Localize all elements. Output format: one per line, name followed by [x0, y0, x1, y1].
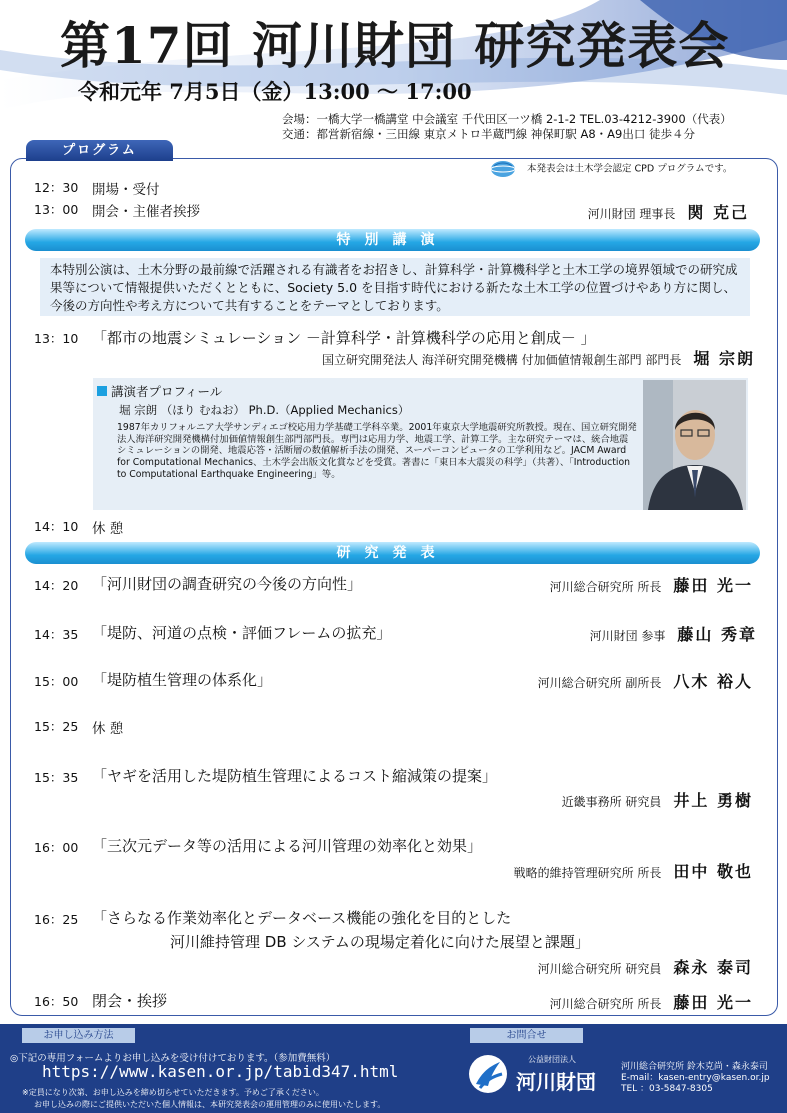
session-title: 「ヤギを活用した堤防植生管理によるコスト縮減策の提案」 [92, 767, 498, 785]
time: 16：25 [34, 912, 79, 927]
program-tab: プログラム [26, 140, 173, 161]
cpd-text: 本発表会は土木学会認定 CPD プログラムです。 [527, 163, 733, 175]
logo-text: 河川財団 [516, 1070, 596, 1094]
apply-url-link[interactable]: https://www.kasen.or.jp/tabid347.html [42, 1062, 399, 1081]
session-title: 「堤防、河道の点検・評価フレームの拡充」 [92, 624, 392, 642]
speaker-org: 河川財団 参事 [589, 629, 666, 643]
time: 14：10 [34, 519, 79, 534]
session-title: 「三次元データ等の活用による河川管理の効率化と効果」 [92, 837, 483, 855]
schedule-row [0, 573, 787, 597]
speaker-org: 近畿事務所 研究員 [561, 795, 662, 809]
footer [0, 1024, 787, 1113]
time: 16：00 [34, 840, 79, 855]
contact-email: E-mail：kasen-entry@kasen.or.jp [621, 1073, 770, 1083]
venue-info [282, 112, 732, 142]
speaker-row [0, 788, 787, 812]
apply-tab: お申し込み方法 [22, 1028, 135, 1043]
logo-subtitle: 公益財団法人 [528, 1055, 576, 1064]
venue-line: 会場：一橋大学一橋講堂 中会議室 千代田区一ツ橋 2-1-2 TEL.03-4212-3900（代表） [282, 112, 732, 126]
page-title: 第17回 河川財団 研究発表会 [60, 16, 730, 75]
square-icon [97, 386, 107, 396]
time: 15：25 [34, 719, 79, 734]
speaker-photo [643, 380, 746, 510]
speaker-org: 河川総合研究所 研究員 [537, 962, 662, 976]
time: 14：20 [34, 578, 79, 593]
schedule-row [0, 669, 787, 693]
speaker-name: 井上 勇樹 [673, 791, 753, 810]
privacy-note: お申し込みの際にご提供いただいた個人情報は、本研究発表会の運用管理のみに使用いたします。 [34, 1100, 386, 1109]
event-date: 令和元年 7月5日（金）13:00 ～ 17:00 [78, 79, 472, 104]
speaker-row [0, 859, 787, 883]
contact-org: 河川総合研究所 鈴木克尚・森永泰司 [621, 1062, 768, 1072]
contact-tel: TEL ：03-5847-8305 [621, 1084, 713, 1094]
apply-text: ◎下記の専用フォームよりお申し込みを受け付けております。（参加費無料） [10, 1053, 336, 1064]
session-title: 「さらなる作業効率化とデータベース機能の強化を目的とした [92, 909, 512, 927]
speaker-name: 藤田 光一 [673, 576, 753, 595]
schedule-row [0, 178, 787, 198]
access-line: 交通：都営新宿線・三田線 東京メトロ半蔵門線 神保町駅 A8・A9出口 徒歩４分 [282, 127, 695, 141]
time: 13：00 [34, 202, 79, 217]
speaker-name: 田中 敬也 [673, 862, 753, 881]
foundation-logo-icon [468, 1054, 508, 1094]
special-lecture-band: 特別講演 [25, 229, 760, 251]
schedule-row [0, 622, 787, 646]
session-title: 開会・主催者挨拶 [92, 204, 200, 220]
time: 13：10 [34, 331, 79, 346]
speaker-org: 河川総合研究所 副所長 [537, 676, 662, 690]
speaker-name: 八木 裕人 [673, 672, 753, 691]
session-title: 「河川財団の調査研究の今後の方向性」 [92, 575, 363, 593]
speaker-org: 戦略的維持管理研究所 所長 [513, 866, 662, 880]
speaker-row [0, 955, 787, 979]
schedule-row [0, 990, 787, 1014]
session-title: 休 憩 [92, 721, 124, 737]
session-title: 「都市の地震シミュレーション －計算科学・計算機科学の応用と創成－ 」 [92, 329, 596, 347]
speaker-name: 藤田 光一 [673, 993, 753, 1012]
time: 12：30 [34, 180, 79, 195]
globe-icon [490, 160, 516, 178]
speaker-org: 河川総合研究所 所長 [549, 997, 662, 1011]
speaker-row [0, 346, 787, 368]
speaker-name: 堀 宗朗 [693, 349, 755, 368]
time: 15：35 [34, 770, 79, 785]
session-title: 開場・受付 [92, 182, 160, 198]
special-intro: 本特別公演は、土木分野の最前線で活躍される有識者をお招きし、計算科学・計算機科学と土木工学の境界領域での研究成果等について情報提供いただくとともに、Society 5.0 を目指す時代における新たな土木工学の位置づけやあり方に関し、今後の方向性や考え方について共有することをテーマとしております。 [40, 258, 750, 316]
speaker-org: 河川総合研究所 所長 [549, 580, 662, 594]
time: 16：50 [34, 994, 79, 1009]
speaker-name: 藤山 秀章 [677, 625, 757, 644]
session-title: 「堤防植生管理の体系化」 [92, 671, 273, 689]
session-title: 休 憩 [92, 521, 124, 537]
contact-info [621, 1062, 770, 1095]
speaker-name: 森永 泰司 [673, 958, 753, 977]
profile-name: 堀 宗朗 （ほり むねお） Ph.D.（Applied Mechanics） [119, 403, 410, 417]
profile-heading: 講演者プロフィール [97, 382, 222, 400]
profile-body: 1987年カリフォルニア大学サンディエゴ校応用力学基礎工学科卒業。2001年東京大学地震研究所教授。現在、国立研究開発法人海洋研究開発機構付加価値情報創生部門部門長。専門は応用力学、地震工学、計算工学。主な研究テーマは、統合地震シミュレーションの開発、地震応答・活断層の数値解析手法の開発、スーパーコンピュータの工学利用など。JACM Award for Computational Mechanics、土木学会出版文化賞などを受賞。著書に「東日本大震災の科学」（共著）、「Introduction to Computational Earthquake Engineering」等。 [117, 422, 637, 480]
session-title: 閉会・挨拶 [92, 992, 168, 1010]
cpd-note [490, 160, 732, 178]
speaker-name: 関 克己 [687, 203, 749, 222]
schedule-row [0, 200, 787, 222]
research-band: 研究発表 [25, 542, 760, 564]
contact-tab: お問合せ [470, 1028, 583, 1043]
time: 15：00 [34, 674, 79, 689]
speaker-profile [93, 378, 748, 510]
speaker-org: 国立研究開発法人 海洋研究開発機構 付加価値情報創生部門 部門長 [321, 353, 682, 367]
apply-note: ※定員になり次第、お申し込みを締め切らせていただきます。予めご了承ください。 [22, 1088, 324, 1097]
time: 14：35 [34, 627, 79, 642]
session-title-line2: 河川維持管理 DB システムの現場定着化に向けた展望と課題」 [170, 933, 590, 951]
speaker-org: 河川財団 理事長 [587, 207, 676, 221]
